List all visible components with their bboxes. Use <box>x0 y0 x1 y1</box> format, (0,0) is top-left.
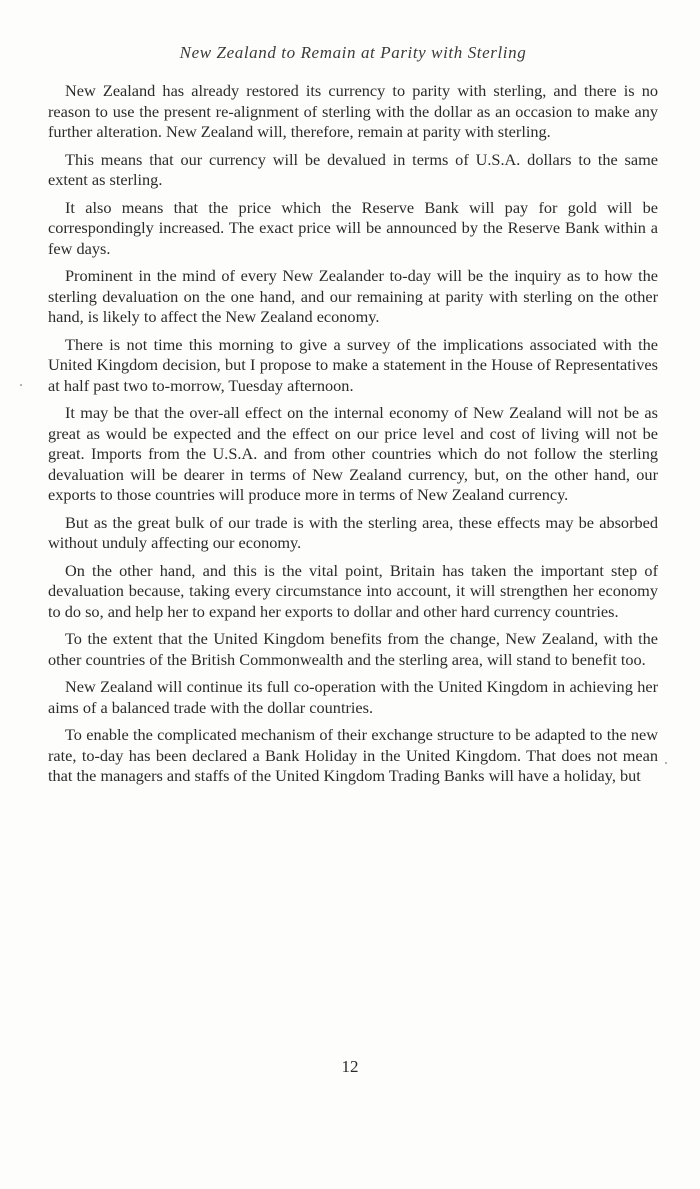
paragraph-5: There is not time this morning to give a survey of the implications associated with the United Kingdom decision, but I propose to make a statement in the House of Representatives at half past two to-morrow, Tuesday afternoon. <box>48 334 658 395</box>
paragraph-4: Prominent in the mind of every New Zealander to-day will be the inquiry as to how the sterling devaluation on the one hand, and our remaining at parity with sterling on the other hand, is likely to affect the New Zealand economy. <box>48 266 658 326</box>
body-text <box>48 81 658 794</box>
page-number: 12 <box>341 1057 359 1076</box>
paragraph-8: On the other hand, and this is the vital point, Britain has taken the important step of devaluation because, taking every circumstance into account, it will strengthen her economy to do so, and help her to expand her exports to dollar and other hard currency countries. <box>48 560 658 621</box>
paragraph-2: This means that our currency will be devalued in terms of U.S.A. dollars to the same extent as sterling. <box>48 149 658 189</box>
paragraph-3: It also means that the price which the Reserve Bank will pay for gold will be correspondingly increased. The exact price will be announced by the Reserve Bank within a few days. <box>48 197 658 258</box>
margin-speck <box>20 384 22 386</box>
paragraph-7: But as the great bulk of our trade is with the sterling area, these effects may be absorbed without unduly affecting our economy. <box>48 512 658 552</box>
paragraph-10: New Zealand will continue its full co-operation with the United Kingdom in achieving her aims of a balanced trade with the dollar countries. <box>48 677 658 717</box>
paragraph-6: It may be that the over-all effect on the internal economy of New Zealand will not be as great as would be expected and the effect on our price level and cost of living will not be great. Imports from the U.S.A. and from other countries which do not follow the sterling devaluation will be dearer in terms of New Zealand currency, but, on the other hand, our exports to those countries will produce more in terms of New Zealand currency. <box>48 403 658 504</box>
running-head: New Zealand to Remain at Parity with Sterling <box>179 43 527 62</box>
paragraph-11: To enable the complicated mechanism of their exchange structure to be adapted to the new rate, to-day has been declared a Bank Holiday in the United Kingdom. That does not mean that the managers and staffs of the United Kingdom Trading Banks will have a holiday, but <box>48 725 658 785</box>
paragraph-9: To the extent that the United Kingdom benefits from the change, New Zealand, with the other countries of the British Commonwealth and the sterling area, will stand to benefit too. <box>48 629 658 669</box>
margin-speck <box>665 762 667 764</box>
paragraph-1: New Zealand has already restored its currency to parity with sterling, and there is no reason to use the present re-alignment of sterling with the dollar as an occasion to make any further alteration. New Zealand will, therefore, remain at parity with sterling. <box>48 81 658 141</box>
